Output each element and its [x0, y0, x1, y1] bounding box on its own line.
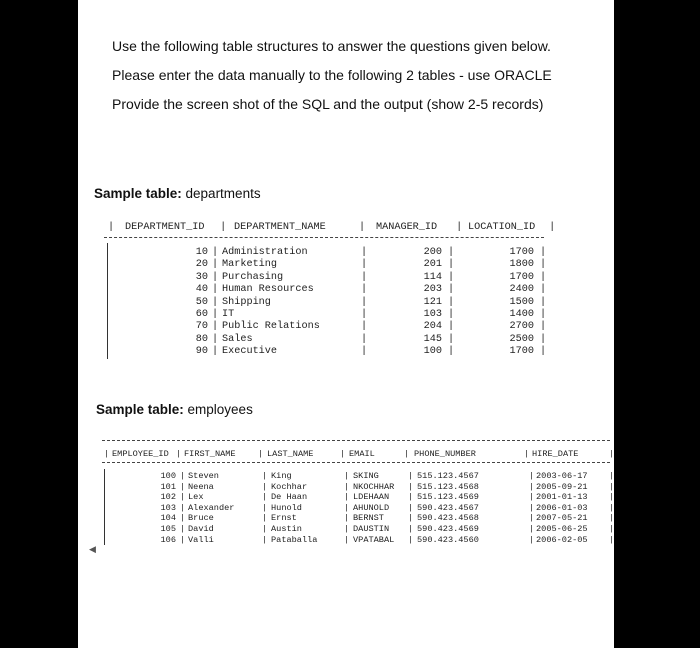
emp-header-employee-id: EMPLOYEE_ID: [112, 449, 169, 459]
dept-cell-location: 1700: [509, 271, 534, 283]
dept-cell-name: IT: [222, 309, 235, 320]
emp-cell-hire-date: 2006-02-05: [536, 534, 588, 545]
emp-cell-email: BERNST: [353, 513, 384, 524]
emp-cell-hire-date: 2003-06-17: [536, 471, 588, 481]
dept-cell-manager: 100: [423, 346, 442, 358]
scroll-left-icon[interactable]: ◀: [89, 544, 96, 554]
dept-sep: |: [448, 309, 455, 320]
emp-cell-id: 103: [160, 502, 176, 513]
dept-sep: |: [212, 346, 219, 358]
emp-sep: |: [609, 534, 615, 545]
dept-cell-location: 1400: [509, 309, 534, 320]
emp-cell-hire-date: 2007-05-21: [536, 513, 588, 524]
instruction-line-1: Use the following table structures to answer the questions given below.: [112, 38, 551, 54]
emp-sep: |: [180, 534, 186, 545]
dept-cell-manager: 121: [423, 296, 442, 308]
dept-sep: |: [212, 296, 219, 308]
emp-cell-first-name: Steven: [188, 471, 219, 481]
emp-cell-email: AHUNOLD: [353, 502, 390, 513]
emp-header-sep: |: [404, 449, 410, 459]
emp-cell-hire-date: 2001-01-13: [536, 492, 588, 503]
dept-cell-name: Human Resources: [222, 284, 314, 296]
emp-sep: |: [408, 513, 414, 524]
emp-sep: |: [408, 502, 414, 513]
emp-sep: |: [408, 471, 414, 481]
dept-cell-manager: 145: [423, 333, 442, 345]
dept-header-sep: |: [214, 222, 233, 233]
emp-sep: |: [344, 524, 350, 534]
emp-sep: |: [344, 513, 350, 524]
emp-cell-phone: 590.423.4567: [417, 502, 479, 513]
dept-cell-manager: 204: [423, 321, 442, 333]
emp-sep: |: [180, 513, 186, 524]
dept-header-divider: [104, 237, 544, 238]
emp-sep: |: [609, 524, 615, 534]
dept-cell-id: 60: [195, 309, 208, 320]
dept-sep: |: [212, 284, 219, 296]
instruction-line-2: Please enter the data manually to the following 2 tables - use ORACLE: [112, 67, 552, 83]
dept-sep: |: [448, 346, 455, 358]
emp-cell-first-name: Neena: [188, 481, 214, 492]
dept-sep: |: [540, 271, 547, 283]
emp-cell-id: 101: [160, 481, 176, 492]
emp-cell-phone: 590.423.4569: [417, 524, 479, 534]
emp-sep: |: [408, 492, 414, 503]
emp-sep: |: [408, 534, 414, 545]
dept-sep: |: [448, 271, 455, 283]
dept-sep: |: [212, 333, 219, 345]
dept-cell-name: Public Relations: [222, 321, 320, 333]
emp-cell-phone: 590.423.4568: [417, 513, 479, 524]
dept-cell-name: Shipping: [222, 296, 271, 308]
dept-cell-manager: 200: [423, 247, 442, 258]
emp-sep: |: [262, 492, 268, 503]
emp-sep: |: [180, 481, 186, 492]
dept-cell-name: Administration: [222, 247, 308, 258]
emp-top-divider: [102, 440, 610, 441]
dept-sep: |: [540, 284, 547, 296]
emp-sep: |: [529, 471, 535, 481]
dept-cell-id: 10: [195, 247, 208, 258]
emp-cell-email: DAUSTIN: [353, 524, 390, 534]
departments-caption: [94, 186, 261, 201]
emp-sep: |: [180, 492, 186, 503]
dept-sep: |: [448, 296, 455, 308]
dept-sep: |: [448, 321, 455, 333]
emp-sep: |: [180, 524, 186, 534]
emp-cell-email: LDEHAAN: [353, 492, 390, 503]
dept-left-border: [107, 243, 108, 359]
dept-sep: |: [448, 259, 455, 271]
dept-cell-id: 80: [195, 333, 208, 345]
dept-cell-id: 40: [195, 284, 208, 296]
emp-cell-hire-date: 2006-01-03: [536, 502, 588, 513]
dept-sep: |: [448, 284, 455, 296]
emp-cell-first-name: Lex: [188, 492, 204, 503]
emp-sep: |: [609, 481, 615, 492]
emp-cell-id: 105: [160, 524, 176, 534]
employees-caption: [96, 402, 253, 417]
dept-cell-location: 1700: [509, 346, 534, 358]
emp-sep: |: [529, 513, 535, 524]
emp-cell-email: SKING: [353, 471, 379, 481]
dept-cell-id: 30: [195, 271, 208, 283]
dept-sep: |: [540, 346, 547, 358]
emp-cell-last-name: Pataballa: [271, 534, 318, 545]
dept-sep: |: [361, 271, 368, 283]
emp-header-sep: |: [176, 449, 182, 459]
departments-caption-name: departments: [181, 186, 261, 201]
emp-cell-email: VPATABAL: [353, 534, 395, 545]
emp-sep: |: [180, 502, 186, 513]
dept-sep: |: [212, 271, 219, 283]
emp-header-phone-number: PHONE_NUMBER: [414, 449, 476, 459]
emp-header-sep: |: [340, 449, 346, 459]
document-page: [78, 0, 614, 648]
dept-cell-id: 20: [195, 259, 208, 271]
dept-header-department-name: DEPARTMENT_NAME: [234, 222, 326, 233]
instruction-line-3: Provide the screen shot of the SQL and the output (show 2-5 records): [112, 96, 544, 112]
dept-sep: |: [361, 259, 368, 271]
dept-cell-id: 50: [195, 296, 208, 308]
dept-cell-name: Marketing: [222, 259, 278, 271]
emp-sep: |: [262, 502, 268, 513]
dept-sep: |: [540, 333, 547, 345]
emp-sep: |: [344, 492, 350, 503]
emp-header-hire-date: HIRE_DATE: [532, 449, 579, 459]
emp-cell-first-name: Valli: [188, 534, 214, 545]
dept-cell-manager: 103: [423, 309, 442, 320]
emp-sep: |: [609, 502, 615, 513]
emp-sep: |: [529, 534, 535, 545]
emp-sep: |: [344, 534, 350, 545]
dept-sep: |: [540, 247, 547, 258]
emp-cell-id: 106: [160, 534, 176, 545]
dept-sep: |: [212, 309, 219, 320]
dept-cell-manager: 114: [423, 271, 442, 283]
emp-cell-hire-date: 2005-09-21: [536, 481, 588, 492]
emp-sep: |: [262, 524, 268, 534]
emp-sep: |: [609, 492, 615, 503]
emp-cell-hire-date: 2005-06-25: [536, 524, 588, 534]
emp-sep: |: [529, 502, 535, 513]
emp-sep: |: [344, 481, 350, 492]
dept-cell-manager: 201: [423, 259, 442, 271]
dept-cell-name: Sales: [222, 333, 253, 345]
dept-sep: |: [361, 296, 368, 308]
emp-cell-last-name: King: [271, 471, 292, 481]
dept-sep: |: [361, 346, 368, 358]
dept-sep: |: [540, 259, 547, 271]
employees-caption-name: employees: [183, 402, 253, 417]
emp-sep: |: [262, 534, 268, 545]
dept-cell-location: 1700: [509, 247, 534, 258]
dept-header-sep: |: [450, 222, 469, 233]
dept-header-sep: |: [108, 222, 121, 233]
emp-header-divider: [102, 462, 610, 463]
dept-header-department-id: DEPARTMENT_ID: [125, 222, 205, 233]
emp-cell-id: 102: [160, 492, 176, 503]
dept-cell-manager: 203: [423, 284, 442, 296]
dept-sep: |: [212, 259, 219, 271]
emp-sep: |: [609, 471, 615, 481]
emp-sep: |: [262, 481, 268, 492]
emp-cell-last-name: Ernst: [271, 513, 297, 524]
dept-cell-id: 70: [195, 321, 208, 333]
emp-sep: |: [262, 513, 268, 524]
emp-cell-phone: 515.123.4567: [417, 471, 479, 481]
emp-header-email: EMAIL: [349, 449, 375, 459]
dept-sep: |: [361, 333, 368, 345]
dept-sep: |: [361, 321, 368, 333]
dept-sep: |: [361, 247, 368, 258]
dept-sep: |: [540, 321, 547, 333]
dept-sep: |: [540, 309, 547, 320]
dept-sep: |: [540, 296, 547, 308]
emp-header-sep: |: [258, 449, 264, 459]
emp-header-sep: |: [609, 449, 615, 459]
emp-cell-id: 104: [160, 513, 176, 524]
emp-cell-first-name: David: [188, 524, 214, 534]
dept-cell-id: 90: [195, 346, 208, 358]
dept-sep: |: [361, 284, 368, 296]
dept-sep: |: [361, 309, 368, 320]
dept-sep: |: [448, 247, 455, 258]
emp-header-first-name: FIRST_NAME: [184, 449, 236, 459]
dept-cell-location: 2400: [509, 284, 534, 296]
dept-cell-location: 1800: [509, 259, 534, 271]
emp-sep: |: [609, 513, 615, 524]
dept-header-sep: |: [359, 222, 372, 233]
emp-cell-last-name: Austin: [271, 524, 302, 534]
emp-cell-first-name: Bruce: [188, 513, 214, 524]
emp-sep: |: [344, 471, 350, 481]
dept-cell-location: 2700: [509, 321, 534, 333]
emp-header-last-name: LAST_NAME: [267, 449, 314, 459]
departments-caption-bold: Sample table:: [94, 186, 182, 201]
emp-cell-phone: 515.123.4568: [417, 481, 479, 492]
emp-header-sep: |: [524, 449, 530, 459]
dept-cell-location: 2500: [509, 333, 534, 345]
dept-cell-name: Executive: [222, 346, 278, 358]
emp-cell-phone: 515.123.4569: [417, 492, 479, 503]
emp-left-border: [104, 469, 105, 545]
emp-header-sep: |: [104, 449, 110, 459]
emp-cell-last-name: Kochhar: [271, 481, 308, 492]
dept-sep: |: [212, 247, 219, 258]
dept-sep: |: [448, 333, 455, 345]
emp-sep: |: [529, 492, 535, 503]
emp-sep: |: [180, 471, 186, 481]
emp-sep: |: [262, 471, 268, 481]
dept-header-sep: |: [543, 222, 556, 233]
emp-sep: |: [344, 502, 350, 513]
emp-cell-id: 100: [160, 471, 176, 481]
dept-cell-location: 1500: [509, 296, 534, 308]
emp-sep: |: [408, 524, 414, 534]
dept-header-location-id: LOCATION_ID: [468, 222, 536, 233]
dept-header-manager-id: MANAGER_ID: [376, 222, 438, 233]
emp-sep: |: [408, 481, 414, 492]
emp-cell-email: NKOCHHAR: [353, 481, 395, 492]
emp-sep: |: [529, 524, 535, 534]
employees-caption-bold: Sample table:: [96, 402, 184, 417]
emp-cell-last-name: Hunold: [271, 502, 302, 513]
emp-sep: |: [529, 481, 535, 492]
dept-sep: |: [212, 321, 219, 333]
emp-cell-last-name: De Haan: [271, 492, 308, 503]
emp-cell-first-name: Alexander: [188, 502, 235, 513]
dept-cell-name: Purchasing: [222, 271, 284, 283]
emp-cell-phone: 590.423.4560: [417, 534, 479, 545]
